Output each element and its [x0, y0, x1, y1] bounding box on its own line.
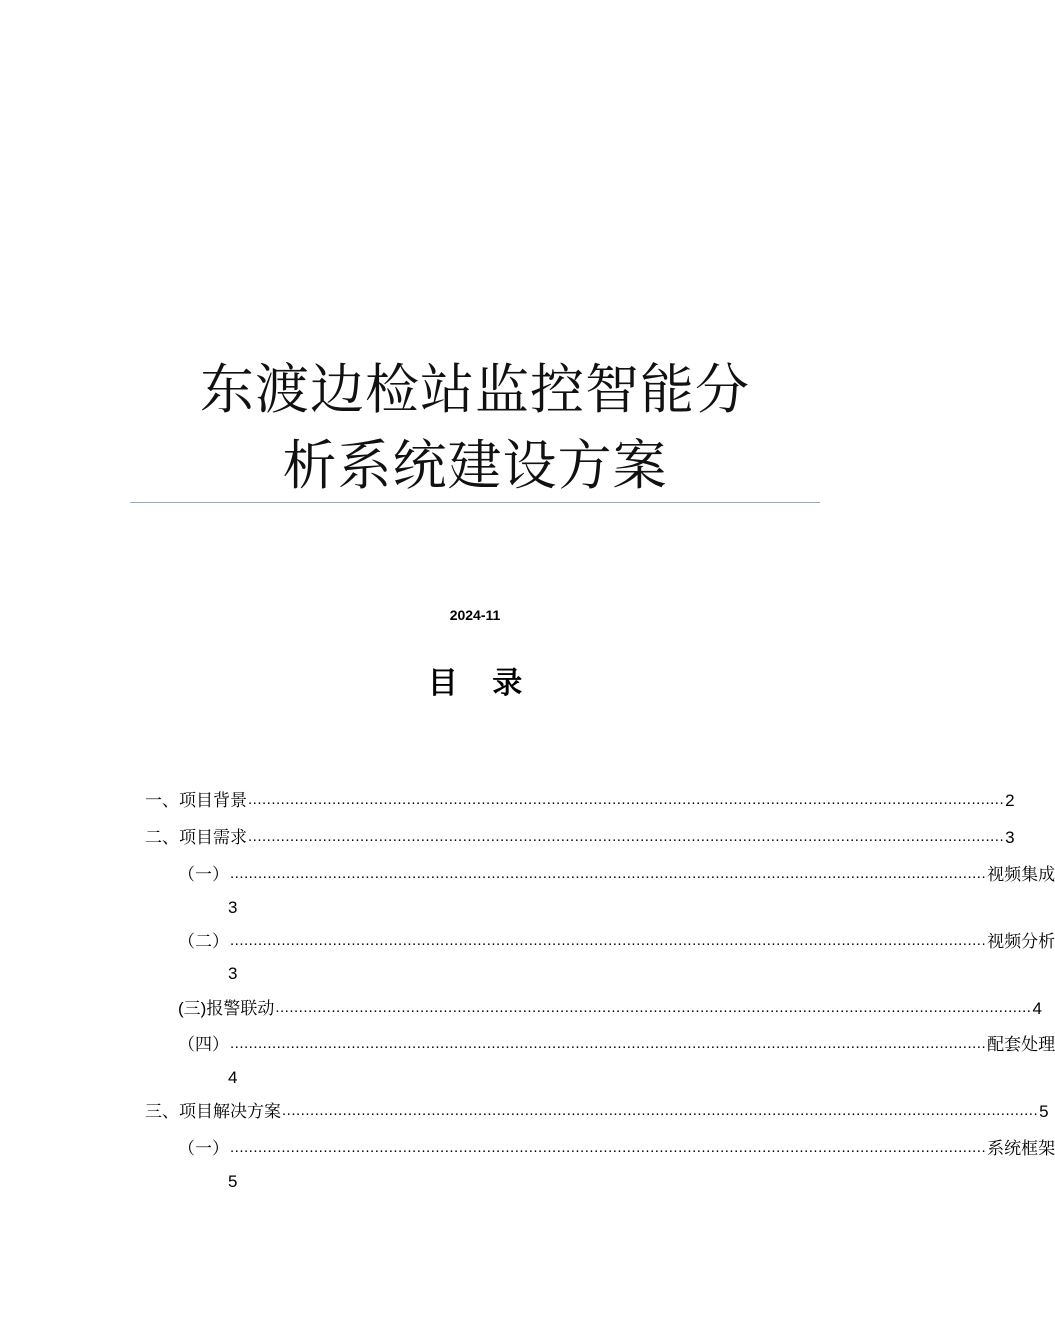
toc-entry-label: 项目解决方案 [179, 1102, 281, 1122]
toc-entry-video-analysis[interactable] [178, 929, 1055, 955]
toc-entry-page-wrapped: 5 [228, 1172, 238, 1191]
toc-entry-page-wrapped: 3 [228, 964, 238, 983]
toc-entry-page: 4 [1032, 999, 1042, 1018]
toc-entry-project-background[interactable] [145, 788, 1015, 814]
toc-entry-number: (三) [178, 999, 207, 1018]
toc-entry-number: 三、 [145, 1102, 179, 1122]
toc-dot-leader: .................................................................................................................................................................. [248, 791, 1005, 808]
toc-entry-number: （一） [178, 865, 229, 885]
toc-entry-label: 配套处理 [987, 1035, 1055, 1055]
toc-dot-leader: .................................................................................................................................................................. [282, 1102, 1039, 1119]
toc-entry-project-requirements[interactable] [145, 825, 1015, 851]
toc-entry-number: （四） [178, 1035, 229, 1055]
toc-dot-leader: .................................................................................................................................................................. [230, 865, 987, 882]
toc-entry-label: 视频集成 [987, 865, 1055, 885]
toc-entry-number: 一、 [145, 791, 179, 811]
toc-heading: 目 录 [427, 666, 535, 701]
toc-entry-page-wrapped: 4 [228, 1068, 238, 1087]
toc-entry-page: 3 [1005, 828, 1015, 847]
toc-entry-page-wrapped: 3 [228, 898, 238, 917]
toc-dot-leader: .................................................................................................................................................................. [230, 1035, 987, 1052]
toc-entry-page: 5 [1039, 1102, 1049, 1121]
toc-entry-label: 视频分析 [987, 932, 1055, 952]
toc-entry-video-integration[interactable] [178, 862, 1055, 888]
toc-dot-leader: .................................................................................................................................................................. [248, 828, 1005, 845]
document-date: 2024-11 [449, 607, 501, 623]
toc-entry-alarm-linkage[interactable] [178, 996, 1042, 1022]
toc-entry-label: 项目背景 [179, 791, 247, 811]
toc-entry-supporting-processing[interactable] [178, 1032, 1055, 1058]
document-title-line-2: 析系统建设方案 [282, 434, 668, 497]
toc-entry-system-framework[interactable] [178, 1136, 1055, 1162]
toc-entry-label: 项目需求 [179, 828, 247, 848]
toc-entry-number: （二） [178, 932, 229, 952]
toc-entry-number: （一） [178, 1139, 229, 1159]
toc-entry-page: 2 [1005, 791, 1015, 810]
toc-entry-project-solution[interactable] [145, 1099, 1049, 1125]
toc-entry-label: 报警联动 [206, 999, 275, 1019]
toc-dot-leader: .................................................................................................................................................................. [230, 1139, 987, 1156]
toc-dot-leader: .................................................................................................................................................................. [275, 999, 1032, 1016]
toc-entry-label: 系统框架 [987, 1139, 1055, 1159]
toc-entry-number: 二、 [145, 828, 179, 848]
toc-dot-leader: .................................................................................................................................................................. [230, 932, 987, 949]
document-title-line-1: 东渡边检站监控智能分 [200, 358, 750, 421]
